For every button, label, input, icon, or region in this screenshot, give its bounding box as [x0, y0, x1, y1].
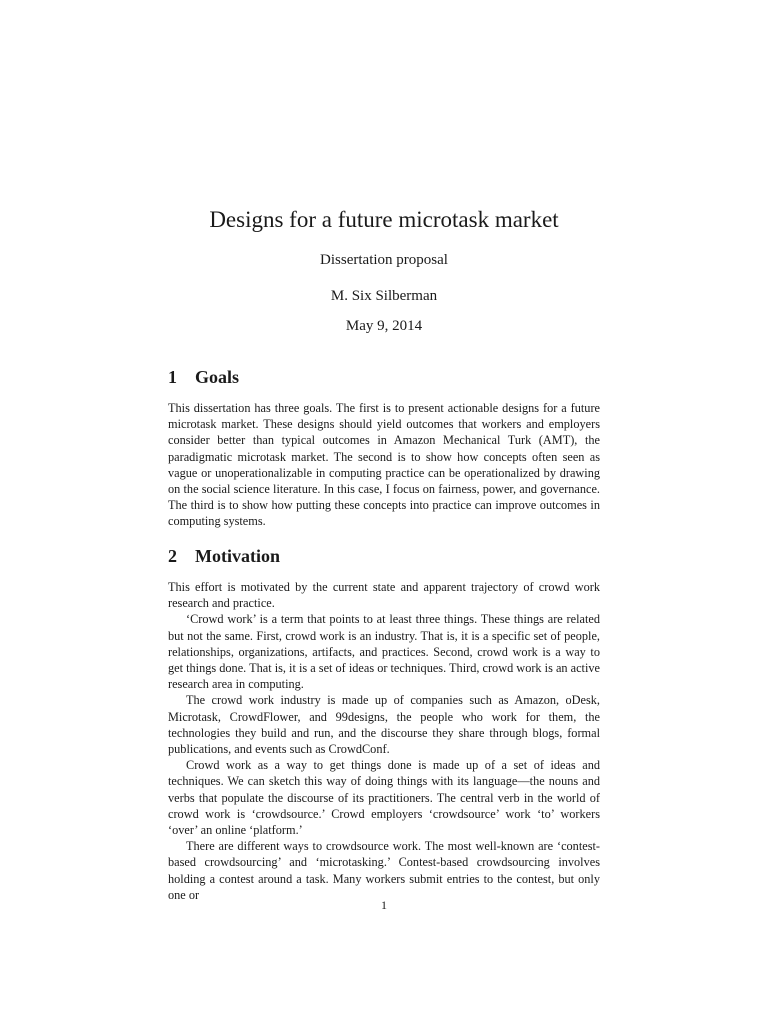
paragraph: This effort is motivated by the current state and apparent trajectory of crowd work research and practice.: [168, 580, 600, 611]
paragraph: This dissertation has three goals. The first is to present actionable designs for a future microtask market. These designs should yield outcomes that workers and employers consider better than typical outcomes in Amazon Mechanical Turk (AMT), the paradigmatic microtask market. The second is to show how concepts often seen as vague or unoperationalizable in computing practice can be operationalized by drawing on the social science literature. In this case, I focus on fairness, power, and governance. The third is to show how putting these concepts into practice can improve outcomes in computing systems.: [168, 401, 600, 529]
paragraph: Crowd work as a way to get things done is made up of a set of ideas and techniques. We can sketch this way of doing things with its language—the nouns and verbs that populate the discourse of its practitioners. The central verb in the world of crowd work is ‘crowdsource.’ Crowd employers ‘crowdsource’ work ‘to’ workers ‘over’ an online ‘platform.’: [168, 758, 600, 838]
document-author: M. Six Silberman: [330, 288, 438, 304]
section-title: Motivation: [195, 546, 280, 566]
section-title: Goals: [195, 367, 240, 387]
paragraph: The crowd work industry is made up of companies such as Amazon, oDesk, Microtask, CrowdFlower, and 99designs, the people who work for them, the technologies they build and run, and the discourse they share through blogs, formal publications, and events such as CrowdConf.: [168, 693, 600, 757]
paragraph: ‘Crowd work’ is a term that points to at least three things. These things are related but not the same. First, crowd work is an industry. That is, it is a specific set of people, relationships, organizations, artifacts, and practices. Second, crowd work is a way to get things done. That is, it is a set of ideas or techniques. Third, crowd work is an active research area in computing.: [168, 612, 600, 692]
section-number: 1: [168, 367, 177, 387]
document-subtitle: Dissertation proposal: [320, 252, 448, 268]
section-number: 2: [168, 546, 177, 566]
paragraph: There are different ways to crowdsource work. The most well-known are ‘contest-based crowdsourcing’ and ‘microtasking.’ Contest-based crowdsourcing involves holding a contest around a task. Many workers submit entries to the contest, but only one or: [168, 839, 600, 902]
section-body-motivation: [168, 579, 600, 903]
section-heading-goals: [168, 365, 239, 389]
document-date: May 9, 2014: [345, 318, 423, 334]
section-body-goals: [168, 400, 600, 530]
page-number: 1: [381, 898, 387, 912]
section-heading-motivation: [168, 544, 280, 568]
document-title: Designs for a future microtask market: [209, 207, 559, 232]
